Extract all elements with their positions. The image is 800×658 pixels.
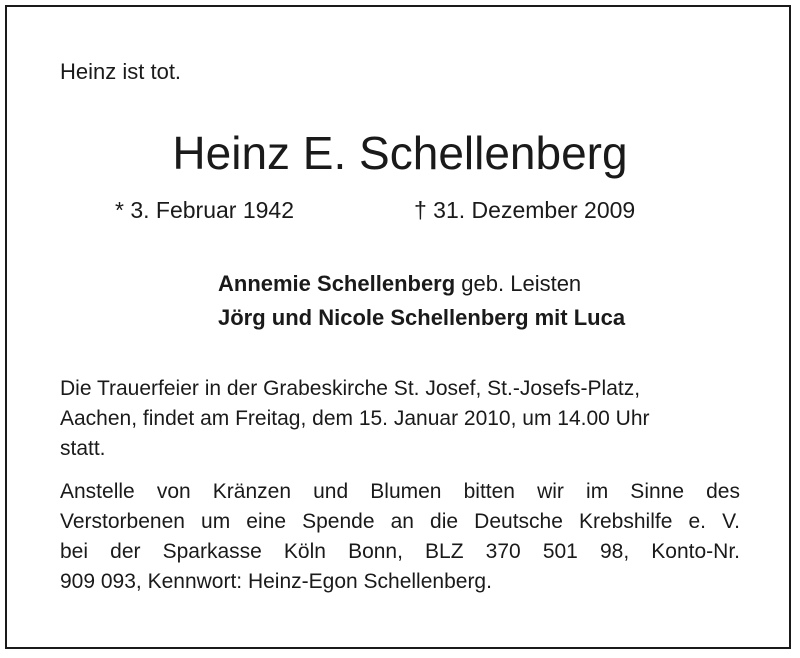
paragraph-line: Verstorbenen um eine Spende an die Deutsche Krebshilfe e. V. — [60, 510, 740, 533]
paragraph-line: bei der Sparkasse Köln Bonn, BLZ 370 501 98, Konto-Nr. — [60, 540, 740, 563]
mourner-line — [218, 268, 581, 300]
birth-date: * 3. Februar 1942 — [115, 197, 295, 223]
mourner-name: Jörg und Nicole Schellenberg mit Luca — [218, 305, 626, 330]
paragraph-line: Aachen, findet am Freitag, dem 15. Januar 2010, um 14.00 Uhr — [60, 407, 650, 430]
deceased-name: Heinz E. Schellenberg — [172, 127, 628, 179]
mourner-suffix: geb. Leisten — [455, 271, 582, 296]
death-date: † 31. Dezember 2009 — [414, 197, 636, 223]
opening-line: Heinz ist tot. — [60, 59, 182, 84]
paragraph-line: 909 093, Kennwort: Heinz-Egon Schellenberg. — [60, 570, 492, 593]
funeral-paragraph — [60, 374, 740, 464]
donation-paragraph — [60, 477, 740, 597]
paragraph-line: Die Trauerfeier in der Grabeskirche St. Josef, St.-Josefs-Platz, — [60, 377, 641, 400]
mourner-line — [218, 302, 625, 334]
paragraph-line: statt. — [60, 437, 106, 460]
mourner-name: Annemie Schellenberg — [218, 271, 456, 296]
paragraph-line: Anstelle von Kränzen und Blumen bitten wir im Sinne des — [60, 480, 740, 503]
